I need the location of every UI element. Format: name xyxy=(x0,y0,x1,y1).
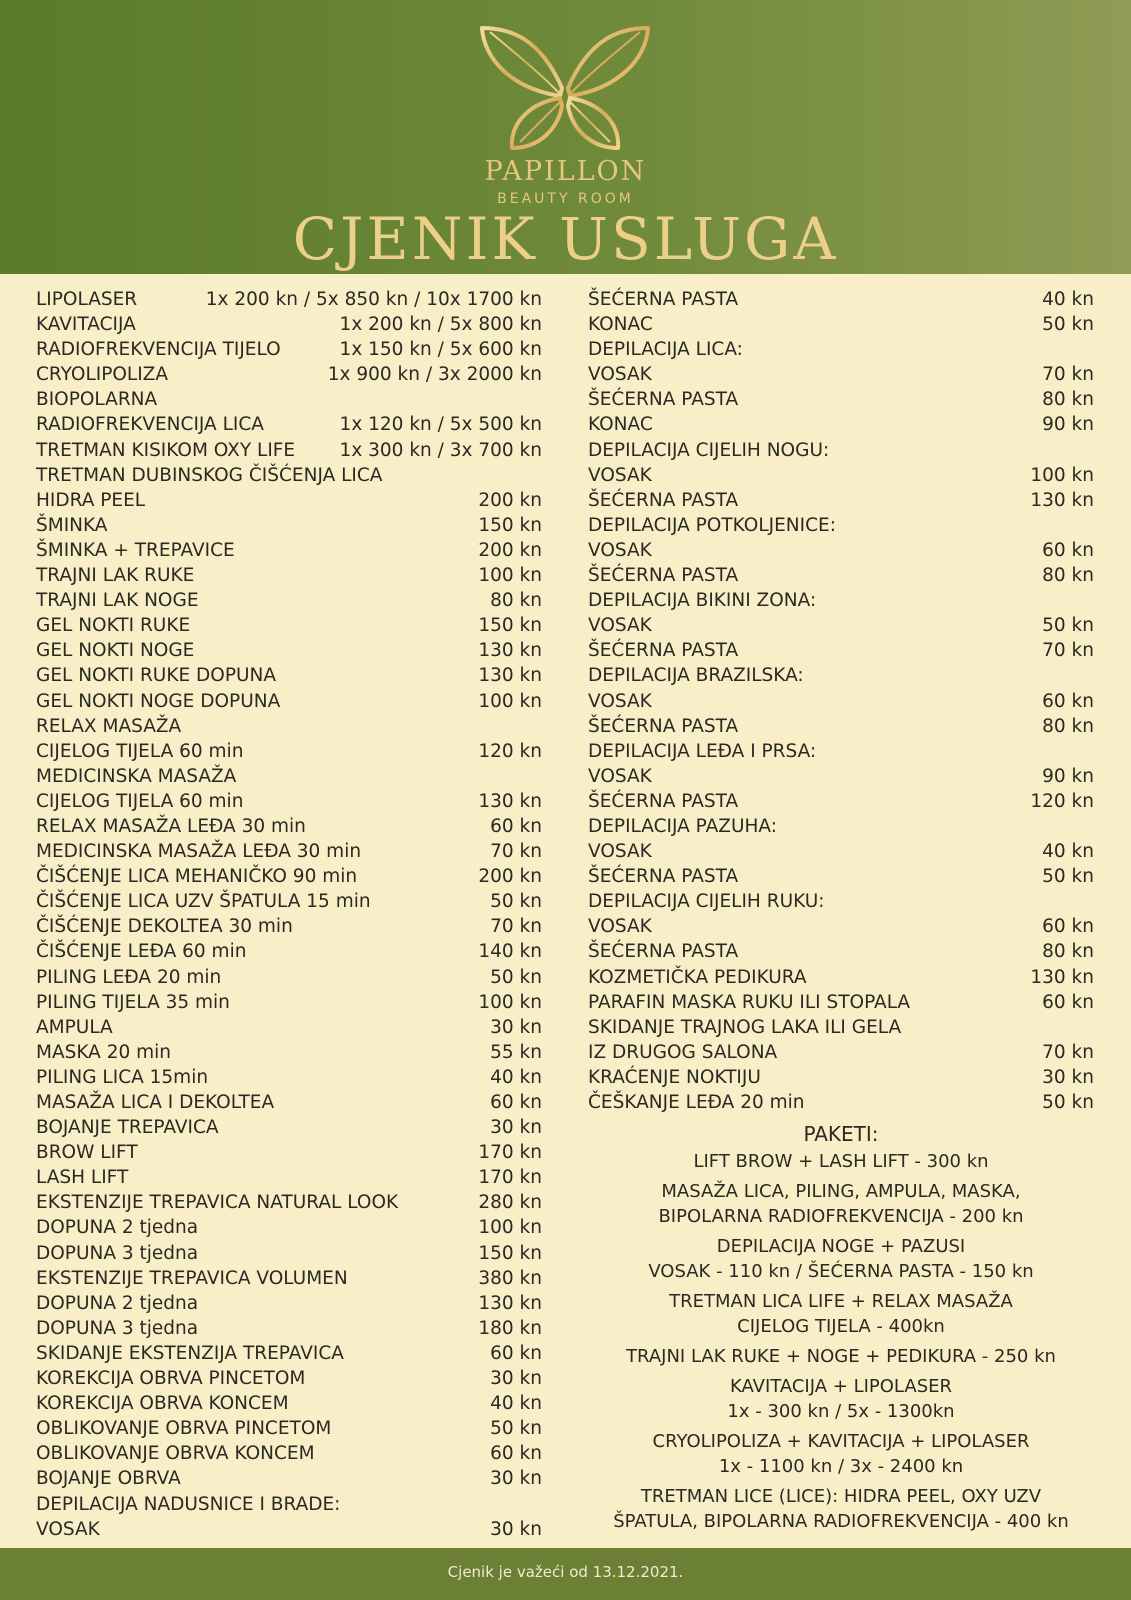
package-line: DEPILACIJA NOGE + PAZUSI xyxy=(716,1236,966,1257)
service-label: BOJANJE TREPAVICA xyxy=(36,1117,219,1139)
price-row xyxy=(588,739,1094,764)
service-label: RELAX MASAŽA LEĐA 30 min xyxy=(36,815,306,837)
price-row xyxy=(36,789,542,814)
price-row xyxy=(36,1366,542,1391)
service-price: 30 kn xyxy=(490,1518,542,1540)
service-price: 70 kn xyxy=(1042,1041,1094,1063)
price-row xyxy=(36,889,542,914)
validity-note: Cjenik je važeći od 13.12.2021. xyxy=(447,1563,684,1581)
service-price: 130 kn xyxy=(1030,489,1094,511)
price-row xyxy=(588,990,1094,1015)
service-price: 30 kn xyxy=(490,1117,542,1139)
service-price: 380 kn xyxy=(478,1267,542,1289)
price-row xyxy=(588,814,1094,839)
brand-subtitle: BEAUTY ROOM xyxy=(497,191,634,207)
service-label: KOZMETIČKA PEDIKURA xyxy=(588,966,807,988)
price-row xyxy=(36,1466,542,1491)
service-label: GEL NOKTI NOGE xyxy=(36,640,195,662)
package-line: TRETMAN LICE (LICE): HIDRA PEEL, OXY UZV xyxy=(640,1486,1042,1507)
service-label: KRAĆENJE NOKTIJU xyxy=(588,1066,761,1088)
service-label: DOPUNA 2 tjedna xyxy=(36,1217,199,1239)
service-label: TRETMAN KISIKOM OXY LIFE xyxy=(36,439,296,461)
price-row xyxy=(588,513,1094,538)
service-label: ŠEĆERNA PASTA xyxy=(588,289,739,310)
price-list-left xyxy=(36,287,542,1542)
price-row xyxy=(588,638,1094,663)
service-price: 170 kn xyxy=(478,1167,542,1189)
packages-title: PAKETI: xyxy=(803,1122,879,1146)
package-item xyxy=(588,1289,1094,1339)
price-row xyxy=(588,1065,1094,1090)
service-label: LIPOLASER xyxy=(36,289,138,310)
service-label: DEPILACIJA PAZUHA: xyxy=(588,815,777,837)
service-label: VOSAK xyxy=(588,765,652,787)
service-label: HIDRA PEEL xyxy=(36,489,146,511)
package-line: ŠPATULA, BIPOLARNA RADIOFREKVENCIJA - 400 kn xyxy=(613,1511,1069,1532)
price-row xyxy=(588,613,1094,638)
service-label: ČIŠĆENJE LEĐA 60 min xyxy=(36,941,247,963)
service-price: 50 kn xyxy=(490,1418,542,1440)
service-price: 80 kn xyxy=(1042,715,1094,737)
price-row xyxy=(588,965,1094,990)
package-item xyxy=(588,1484,1094,1534)
service-label: ČEŠKANJE LEĐA 20 min xyxy=(588,1092,805,1113)
price-row xyxy=(588,939,1094,964)
service-price: 150 kn xyxy=(478,615,542,637)
price-row xyxy=(36,1140,542,1165)
service-price: 130 kn xyxy=(478,665,542,687)
service-label: ŠEĆERNA PASTA xyxy=(588,565,739,587)
price-row xyxy=(36,990,542,1015)
price-row xyxy=(36,1065,542,1090)
service-price: 55 kn xyxy=(490,1041,542,1063)
service-price: 50 kn xyxy=(1042,615,1094,637)
service-price: 130 kn xyxy=(1030,966,1094,988)
service-label: MEDICINSKA MASAŽA LEĐA 30 min xyxy=(36,841,362,863)
price-list-right xyxy=(588,287,1094,1115)
price-row xyxy=(36,1441,542,1466)
service-price: 100 kn xyxy=(1030,464,1094,486)
service-label: BIOPOLARNA xyxy=(36,389,158,411)
package-line: 1x - 300 kn / 5x - 1300kn xyxy=(727,1401,955,1422)
service-label: ŠEĆERNA PASTA xyxy=(588,941,739,963)
package-line: TRAJNI LAK RUKE + NOGE + PEDIKURA - 250 kn xyxy=(626,1346,1056,1367)
price-row xyxy=(36,1040,542,1065)
service-price: 1x 150 kn / 5x 600 kn xyxy=(339,339,542,361)
service-price: 120 kn xyxy=(478,740,542,762)
price-row xyxy=(588,714,1094,739)
price-row xyxy=(36,864,542,889)
service-price: 50 kn xyxy=(1042,314,1094,336)
price-row xyxy=(588,538,1094,563)
package-line: MASAŽA LICA, PILING, AMPULA, MASKA, xyxy=(661,1181,1021,1202)
service-label: IZ DRUGOG SALONA xyxy=(588,1041,778,1063)
price-row xyxy=(588,864,1094,889)
butterfly-logo-icon xyxy=(470,18,660,158)
service-price: 130 kn xyxy=(478,1292,542,1314)
package-line: LIFT BROW + LASH LIFT - 300 kn xyxy=(693,1151,989,1172)
package-item xyxy=(588,1179,1094,1229)
service-label: EKSTENZIJE TREPAVICA NATURAL LOOK xyxy=(36,1192,399,1214)
package-line: VOSAK - 110 kn / ŠEĆERNA PASTA - 150 kn xyxy=(648,1261,1034,1282)
service-price: 100 kn xyxy=(478,565,542,587)
service-label: CIJELOG TIJELA 60 min xyxy=(36,790,244,812)
package-line: CIJELOG TIJELA - 400kn xyxy=(737,1316,945,1337)
service-label: TRAJNI LAK RUKE xyxy=(36,565,195,587)
price-row xyxy=(36,1115,542,1140)
service-price: 60 kn xyxy=(1042,539,1094,561)
service-price: 90 kn xyxy=(1042,414,1094,436)
service-label: PILING LICA 15min xyxy=(36,1066,209,1088)
service-label: KOREKCIJA OBRVA PINCETOM xyxy=(36,1368,306,1390)
price-row xyxy=(588,889,1094,914)
price-row xyxy=(36,312,542,337)
price-row xyxy=(36,362,542,387)
price-row xyxy=(36,513,542,538)
service-price: 60 kn xyxy=(490,1443,542,1465)
service-price: 80 kn xyxy=(1042,389,1094,411)
price-row xyxy=(36,764,542,789)
service-price: 100 kn xyxy=(478,1217,542,1239)
service-price: 140 kn xyxy=(478,941,542,963)
service-label: KOREKCIJA OBRVA KONCEM xyxy=(36,1393,289,1415)
service-price: 130 kn xyxy=(478,640,542,662)
service-label: MASAŽA LICA I DEKOLTEA xyxy=(36,1092,275,1113)
service-price: 1x 200 kn / 5x 800 kn xyxy=(339,314,542,336)
price-row xyxy=(36,563,542,588)
price-row xyxy=(36,1341,542,1366)
price-row xyxy=(588,488,1094,513)
price-row xyxy=(36,1416,542,1441)
service-price: 40 kn xyxy=(490,1066,542,1088)
service-price: 1x 120 kn / 5x 500 kn xyxy=(339,414,542,436)
service-price: 280 kn xyxy=(478,1192,542,1214)
price-row xyxy=(36,663,542,688)
service-label: ŠEĆERNA PASTA xyxy=(588,389,739,411)
service-label: RADIOFREKVENCIJA TIJELO xyxy=(36,339,281,361)
service-price: 60 kn xyxy=(1042,916,1094,938)
service-label: ČIŠĆENJE LICA MEHANIČKO 90 min xyxy=(36,866,358,888)
header-banner xyxy=(0,0,1131,274)
price-row xyxy=(36,1517,542,1542)
service-label: PILING TIJELA 35 min xyxy=(36,991,230,1013)
price-row xyxy=(36,1492,542,1517)
service-price: 60 kn xyxy=(490,1342,542,1364)
service-label: TRAJNI LAK NOGE xyxy=(36,590,199,612)
service-label: KONAC xyxy=(588,414,653,436)
price-row xyxy=(36,638,542,663)
service-label: LASH LIFT xyxy=(36,1167,129,1189)
price-row xyxy=(588,1040,1094,1065)
price-row xyxy=(36,839,542,864)
service-price: 60 kn xyxy=(1042,991,1094,1013)
service-label: ŠMINKA + TREPAVICE xyxy=(36,539,235,561)
price-row xyxy=(36,814,542,839)
service-price: 100 kn xyxy=(478,690,542,712)
price-row xyxy=(36,488,542,513)
service-label: CRYOLIPOLIZA xyxy=(36,364,169,386)
service-label: DOPUNA 3 tjedna xyxy=(36,1317,199,1339)
service-label: VOSAK xyxy=(588,464,652,486)
package-item xyxy=(588,1149,1094,1174)
price-row xyxy=(36,412,542,437)
price-row xyxy=(36,689,542,714)
service-label: OBLIKOVANJE OBRVA KONCEM xyxy=(36,1443,315,1465)
service-label: TRETMAN DUBINSKOG ČIŠĆENJA LICA xyxy=(36,464,383,486)
price-row xyxy=(588,387,1094,412)
service-price: 40 kn xyxy=(1042,841,1094,863)
package-line: BIPOLARNA RADIOFREKVENCIJA - 200 kn xyxy=(658,1206,1024,1227)
service-price: 150 kn xyxy=(478,1242,542,1264)
price-row xyxy=(36,1165,542,1190)
service-label: ŠEĆERNA PASTA xyxy=(588,489,739,511)
package-item xyxy=(588,1374,1094,1424)
service-label: PARAFIN MASKA RUKU ILI STOPALA xyxy=(588,991,911,1013)
price-row xyxy=(36,1241,542,1266)
service-label: ŠEĆERNA PASTA xyxy=(588,640,739,662)
service-price: 130 kn xyxy=(478,790,542,812)
price-row xyxy=(36,914,542,939)
service-label: GEL NOKTI RUKE DOPUNA xyxy=(36,665,277,687)
price-row xyxy=(588,412,1094,437)
service-price: 30 kn xyxy=(490,1016,542,1038)
package-item xyxy=(588,1344,1094,1369)
service-price: 200 kn xyxy=(478,866,542,888)
service-price: 150 kn xyxy=(478,514,542,536)
price-row xyxy=(588,588,1094,613)
service-label: ČIŠĆENJE LICA UZV ŠPATULA 15 min xyxy=(36,891,371,913)
service-price: 30 kn xyxy=(1042,1066,1094,1088)
service-label: DEPILACIJA CIJELIH RUKU: xyxy=(588,891,825,913)
service-price: 70 kn xyxy=(1042,364,1094,386)
service-price: 1x 300 kn / 3x 700 kn xyxy=(339,439,542,461)
package-line: TRETMAN LICA LIFE + RELAX MASAŽA xyxy=(669,1291,1013,1312)
service-label: DEPILACIJA BRAZILSKA: xyxy=(588,665,804,687)
package-item xyxy=(588,1234,1094,1284)
service-label: VOSAK xyxy=(36,1518,100,1540)
price-row xyxy=(588,438,1094,463)
service-price: 30 kn xyxy=(490,1468,542,1490)
service-price: 80 kn xyxy=(1042,941,1094,963)
price-row xyxy=(588,312,1094,337)
service-price: 70 kn xyxy=(490,841,542,863)
service-label: CIJELOG TIJELA 60 min xyxy=(36,740,244,762)
service-label: VOSAK xyxy=(588,690,652,712)
price-row xyxy=(588,839,1094,864)
service-label: ŠMINKA xyxy=(36,514,108,536)
service-label: GEL NOKTI NOGE DOPUNA xyxy=(36,690,281,712)
service-label: PILING LEĐA 20 min xyxy=(36,966,222,988)
service-price: 170 kn xyxy=(478,1142,542,1164)
price-row xyxy=(36,739,542,764)
service-label: DEPILACIJA LEĐA I PRSA: xyxy=(588,740,817,762)
price-row xyxy=(36,538,542,563)
service-price: 50 kn xyxy=(490,966,542,988)
service-price: 50 kn xyxy=(1042,1092,1094,1113)
service-price: 60 kn xyxy=(1042,690,1094,712)
price-row xyxy=(36,1090,542,1115)
service-label: GEL NOKTI RUKE xyxy=(36,615,191,637)
service-label: DEPILACIJA NADUSNICE I BRADE: xyxy=(36,1493,341,1515)
service-label: AMPULA xyxy=(36,1016,113,1038)
price-row xyxy=(36,387,542,412)
service-label: EKSTENZIJE TREPAVICA VOLUMEN xyxy=(36,1267,348,1289)
service-price: 100 kn xyxy=(478,991,542,1013)
price-row xyxy=(36,714,542,739)
service-price: 70 kn xyxy=(1042,640,1094,662)
service-label: VOSAK xyxy=(588,615,652,637)
price-row xyxy=(36,438,542,463)
service-label: VOSAK xyxy=(588,539,652,561)
service-label: RADIOFREKVENCIJA LICA xyxy=(36,414,264,436)
service-label: VOSAK xyxy=(588,841,652,863)
service-label: SKIDANJE EKSTENZIJA TREPAVICA xyxy=(36,1342,344,1364)
package-line: KAVITACIJA + LIPOLASER xyxy=(730,1376,952,1397)
service-label: MASKA 20 min xyxy=(36,1041,172,1063)
service-price: 200 kn xyxy=(478,489,542,511)
service-label: ŠEĆERNA PASTA xyxy=(588,715,739,737)
price-row xyxy=(36,1190,542,1215)
price-row xyxy=(588,463,1094,488)
service-label: SKIDANJE TRAJNOG LAKA ILI GELA xyxy=(588,1016,902,1038)
price-row xyxy=(588,764,1094,789)
service-price: 30 kn xyxy=(490,1368,542,1390)
packages-section xyxy=(588,1119,1094,1539)
service-price: 80 kn xyxy=(490,590,542,612)
price-row xyxy=(588,663,1094,688)
service-label: DEPILACIJA CIJELIH NOGU: xyxy=(588,439,830,461)
service-price: 60 kn xyxy=(490,1092,542,1113)
service-price: 1x 900 kn / 3x 2000 kn xyxy=(327,364,542,386)
service-label: ČIŠĆENJE DEKOLTEA 30 min xyxy=(36,916,293,938)
service-price: 1x 200 kn / 5x 850 kn / 10x 1700 kn xyxy=(205,289,542,310)
package-line: 1x - 1100 kn / 3x - 2400 kn xyxy=(718,1456,964,1477)
price-row xyxy=(36,337,542,362)
package-line: CRYOLIPOLIZA + KAVITACIJA + LIPOLASER xyxy=(652,1431,1030,1452)
brand-name: PAPILLON xyxy=(484,156,647,187)
service-price: 40 kn xyxy=(1042,289,1094,310)
price-row xyxy=(588,1015,1094,1040)
price-row xyxy=(36,965,542,990)
service-price: 80 kn xyxy=(1042,565,1094,587)
price-row xyxy=(588,689,1094,714)
price-row xyxy=(588,362,1094,387)
service-label: BROW LIFT xyxy=(36,1142,138,1164)
price-row xyxy=(588,789,1094,814)
service-label: ŠEĆERNA PASTA xyxy=(588,790,739,812)
price-row xyxy=(36,1391,542,1416)
service-label: KONAC xyxy=(588,314,653,336)
service-price: 50 kn xyxy=(490,891,542,913)
service-label: RELAX MASAŽA xyxy=(36,715,182,737)
service-label: VOSAK xyxy=(588,916,652,938)
price-row xyxy=(588,563,1094,588)
price-row xyxy=(36,1266,542,1291)
price-row xyxy=(36,287,542,312)
service-price: 70 kn xyxy=(490,916,542,938)
service-price: 40 kn xyxy=(490,1393,542,1415)
service-label: DEPILACIJA LICA: xyxy=(588,339,743,361)
service-label: BOJANJE OBRVA xyxy=(36,1468,181,1490)
service-label: MEDICINSKA MASAŽA xyxy=(36,765,237,787)
service-label: ŠEĆERNA PASTA xyxy=(588,866,739,888)
price-row xyxy=(36,1316,542,1341)
price-row xyxy=(36,939,542,964)
service-label: DEPILACIJA POTKOLJENICE: xyxy=(588,514,836,536)
package-item xyxy=(588,1429,1094,1479)
service-price: 60 kn xyxy=(490,815,542,837)
service-label: OBLIKOVANJE OBRVA PINCETOM xyxy=(36,1418,332,1440)
service-label: VOSAK xyxy=(588,364,652,386)
price-row xyxy=(588,914,1094,939)
service-label: DOPUNA 2 tjedna xyxy=(36,1292,199,1314)
service-label: KAVITACIJA xyxy=(36,314,136,336)
service-price: 50 kn xyxy=(1042,866,1094,888)
service-price: 90 kn xyxy=(1042,765,1094,787)
price-row xyxy=(36,1291,542,1316)
price-row xyxy=(36,613,542,638)
service-price: 120 kn xyxy=(1030,790,1094,812)
service-price: 180 kn xyxy=(478,1317,542,1339)
price-row xyxy=(588,287,1094,312)
service-label: DEPILACIJA BIKINI ZONA: xyxy=(588,590,817,612)
price-row xyxy=(36,1215,542,1240)
page-title: CJENIK USLUGA xyxy=(292,205,839,273)
price-row xyxy=(36,463,542,488)
price-row xyxy=(588,1090,1094,1115)
price-row xyxy=(36,588,542,613)
footer xyxy=(0,1548,1131,1600)
price-row xyxy=(588,337,1094,362)
price-row xyxy=(36,1015,542,1040)
service-label: DOPUNA 3 tjedna xyxy=(36,1242,199,1264)
service-price: 200 kn xyxy=(478,539,542,561)
